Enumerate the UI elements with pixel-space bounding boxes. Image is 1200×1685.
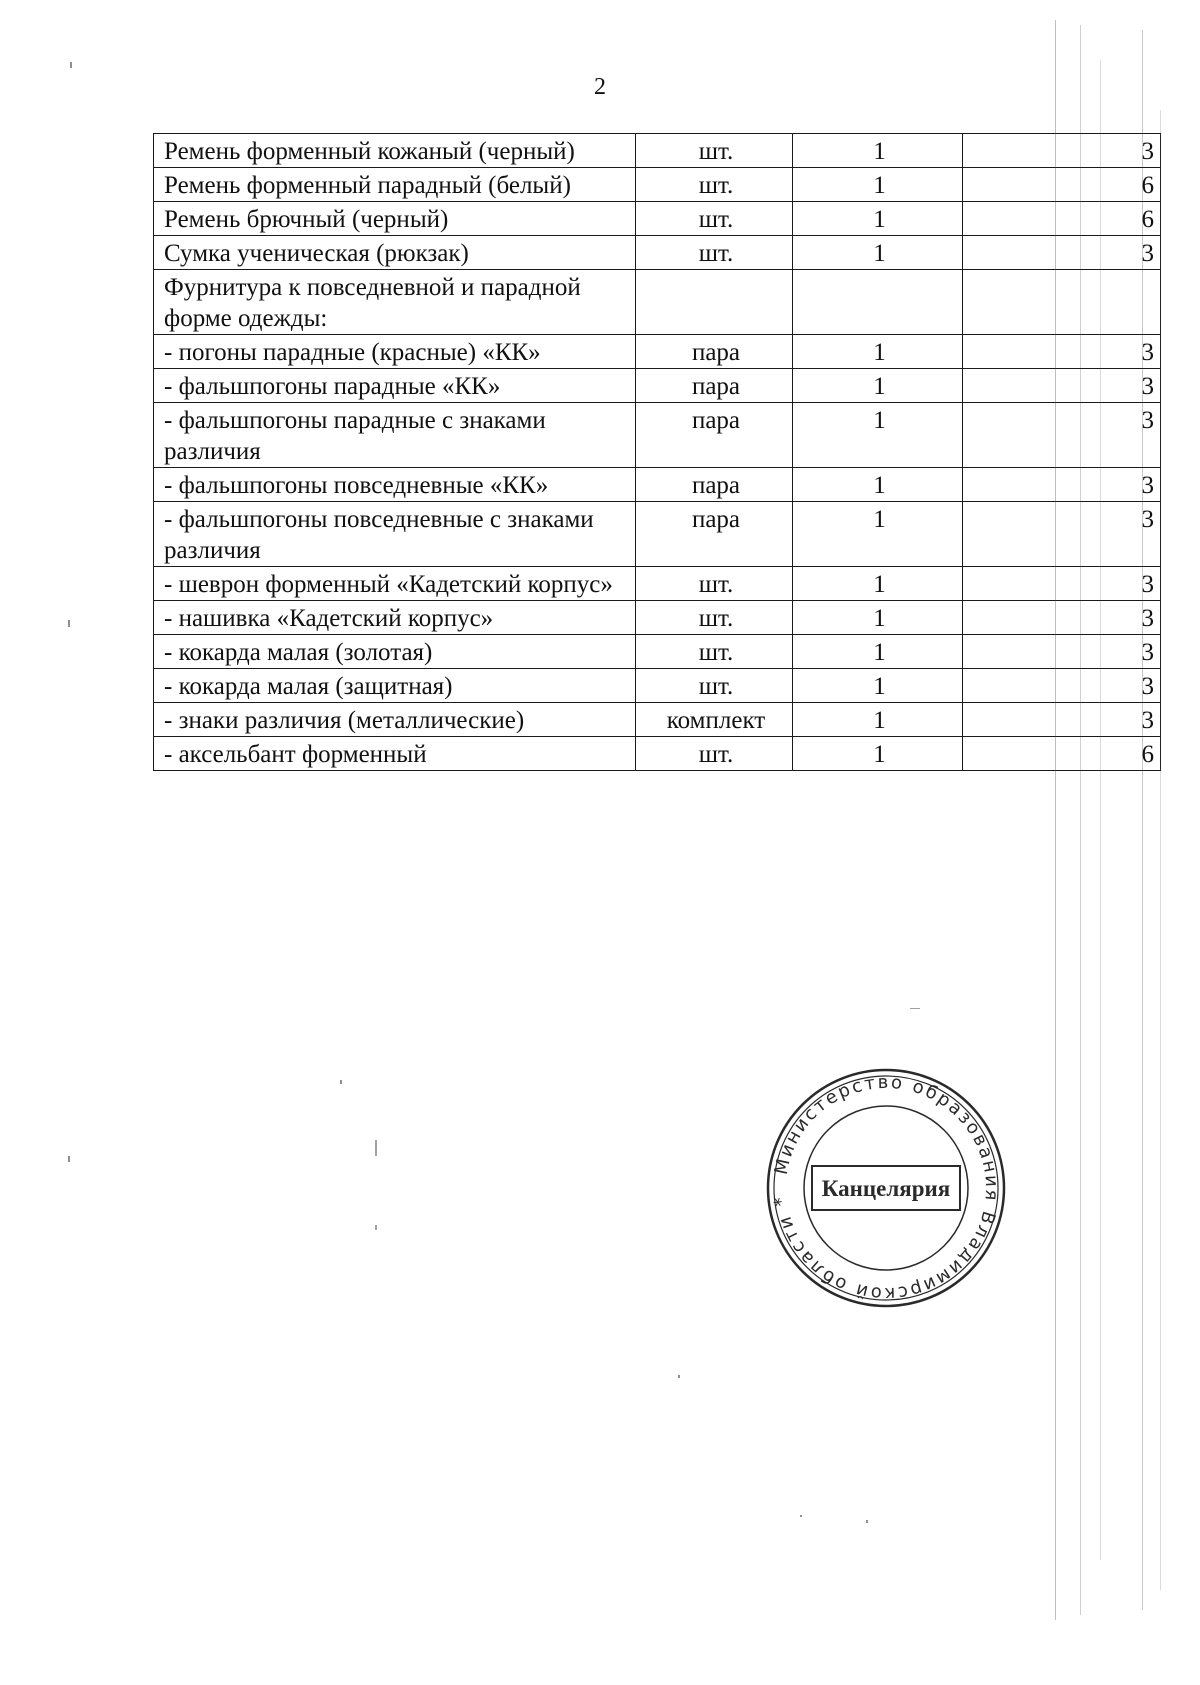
unit-cell: шт.: [636, 567, 793, 601]
unit-cell: пара: [636, 335, 793, 369]
unit-cell: шт.: [636, 669, 793, 703]
unit-cell: шт.: [636, 134, 793, 168]
wear-period-cell: 3: [963, 335, 1161, 369]
wear-period-cell: 3: [963, 134, 1161, 168]
wear-period-cell: 3: [963, 236, 1161, 270]
quantity-cell: 1: [793, 335, 963, 369]
unit-cell: шт.: [636, 635, 793, 669]
page-number: 2: [594, 74, 606, 100]
item-name-cell: - шеврон форменный «Кадетский корпус»: [154, 567, 636, 601]
quantity-cell: 1: [793, 403, 963, 468]
unit-cell: пара: [636, 369, 793, 403]
table-row: [154, 134, 1161, 168]
item-name-cell: - кокарда малая (золотая): [154, 635, 636, 669]
table-row: [154, 601, 1161, 635]
unit-cell: пара: [636, 468, 793, 502]
wear-period-cell: 3: [963, 703, 1161, 737]
table-row: [154, 468, 1161, 502]
quantity-cell: 1: [793, 202, 963, 236]
item-name-cell: - погоны парадные (красные) «КК»: [154, 335, 636, 369]
item-name-cell: Ремень форменный кожаный (черный): [154, 134, 636, 168]
office-stamp: [764, 1066, 1008, 1310]
item-name-cell: - фальшпогоны повседневные «КК»: [154, 468, 636, 502]
quantity-cell: 1: [793, 737, 963, 771]
quantity-cell: 1: [793, 669, 963, 703]
item-name-cell: Ремень форменный парадный (белый): [154, 168, 636, 202]
unit-cell: шт.: [636, 737, 793, 771]
wear-period-cell: 6: [963, 737, 1161, 771]
item-name-cell: Сумка ученическая (рюкзак): [154, 236, 636, 270]
quantity-cell: 1: [793, 134, 963, 168]
item-name-cell: - аксельбант форменный: [154, 737, 636, 771]
item-name-cell: Фурнитура к повседневной и парадной форме одежды:: [154, 270, 636, 335]
wear-period-cell: 3: [963, 635, 1161, 669]
quantity-cell: 1: [793, 168, 963, 202]
item-name-cell: - знаки различия (металлические): [154, 703, 636, 737]
quantity-cell: 1: [793, 567, 963, 601]
item-name-cell: - кокарда малая (защитная): [154, 669, 636, 703]
table-row: [154, 369, 1161, 403]
wear-period-cell: 3: [963, 669, 1161, 703]
wear-period-cell: 3: [963, 601, 1161, 635]
table-row: [154, 168, 1161, 202]
unit-cell: [636, 270, 793, 335]
wear-period-cell: 6: [963, 202, 1161, 236]
item-name-cell: - нашивка «Кадетский корпус»: [154, 601, 636, 635]
quantity-cell: 1: [793, 502, 963, 567]
table-row: [154, 635, 1161, 669]
wear-period-cell: 3: [963, 567, 1161, 601]
wear-period-cell: 3: [963, 502, 1161, 567]
quantity-cell: 1: [793, 369, 963, 403]
stamp-center-text: Канцелярия: [821, 1176, 951, 1201]
unit-cell: шт.: [636, 168, 793, 202]
item-name-cell: Ремень брючный (черный): [154, 202, 636, 236]
unit-cell: пара: [636, 502, 793, 567]
wear-period-cell: [963, 270, 1161, 335]
unit-cell: пара: [636, 403, 793, 468]
item-name-cell: - фальшпогоны парадные «КК»: [154, 369, 636, 403]
item-name-cell: - фальшпогоны парадные с знаками различия: [154, 403, 636, 468]
items-table: [153, 133, 1161, 771]
table-row: [154, 669, 1161, 703]
unit-cell: комплект: [636, 703, 793, 737]
quantity-cell: [793, 270, 963, 335]
quantity-cell: 1: [793, 236, 963, 270]
table-row: [154, 270, 1161, 335]
stamp-ring-textpath: Министерство образования Владимирской области *: [770, 1071, 1003, 1305]
table-row: [154, 202, 1161, 236]
quantity-cell: 1: [793, 468, 963, 502]
table-row: [154, 335, 1161, 369]
wear-period-cell: 3: [963, 369, 1161, 403]
items-table-body: [154, 134, 1161, 771]
unit-cell: шт.: [636, 601, 793, 635]
item-name-cell: - фальшпогоны повседневные с знаками различия: [154, 502, 636, 567]
wear-period-cell: 6: [963, 168, 1161, 202]
unit-cell: шт.: [636, 236, 793, 270]
unit-cell: шт.: [636, 202, 793, 236]
wear-period-cell: 3: [963, 468, 1161, 502]
quantity-cell: 1: [793, 601, 963, 635]
quantity-cell: 1: [793, 635, 963, 669]
table-row: [154, 567, 1161, 601]
wear-period-cell: 3: [963, 403, 1161, 468]
table-row: [154, 502, 1161, 567]
table-row: [154, 403, 1161, 468]
table-row: [154, 737, 1161, 771]
table-row: [154, 236, 1161, 270]
table-row: [154, 703, 1161, 737]
quantity-cell: 1: [793, 703, 963, 737]
